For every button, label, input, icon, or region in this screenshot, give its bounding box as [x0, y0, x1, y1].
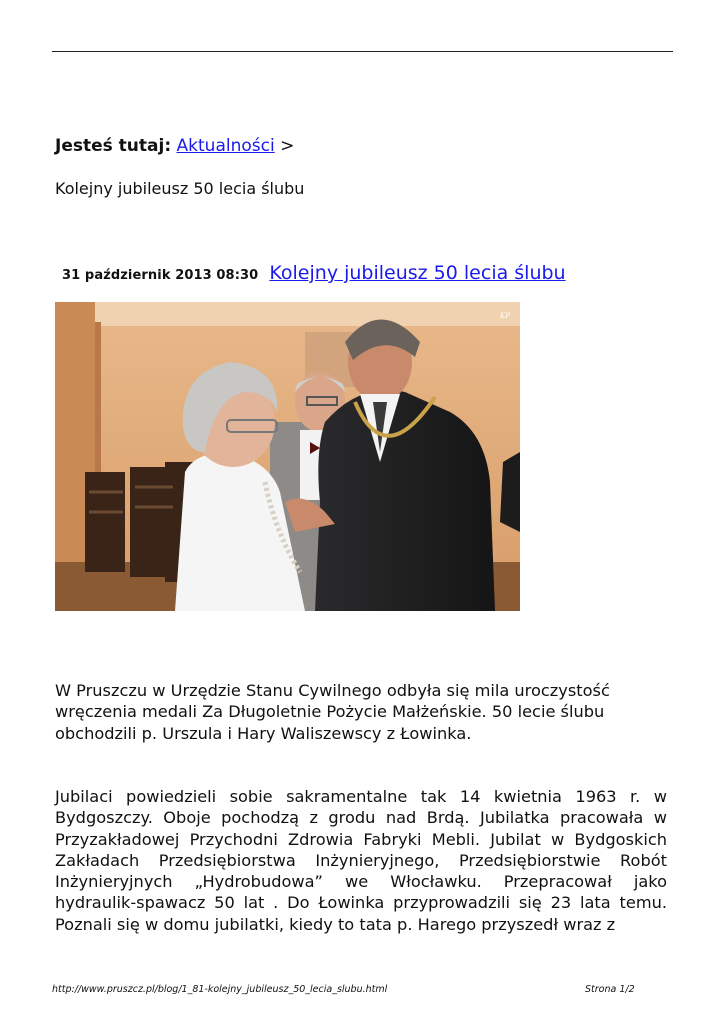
- breadcrumb-separator: >: [280, 136, 295, 156]
- breadcrumb-link-news[interactable]: Aktualności: [176, 136, 275, 156]
- article-photo[interactable]: [55, 302, 520, 611]
- header-rule: [52, 51, 673, 52]
- breadcrumb: [55, 134, 294, 158]
- article-header: [62, 262, 566, 284]
- breadcrumb-label: Jesteś tutaj:: [55, 136, 172, 156]
- footer-page-number: Strona 1/2: [585, 984, 635, 995]
- article-paragraph-2: Jubilaci powiedzieli sobie sakramentalne tak 14 kwietnia 1963 r. w Bydgoszczy. Oboje pochodzą z grodu nad Brdą. Jubilatka pracowała w Przyzakładowej Przychodni Zdrowia Fabryki Mebli. Jubilat w Bydgoskich Zakładach Przedsiębiorstwa Inżynieryjnego, Przedsiębiorstwie Robót Inżynieryjnych „Hydrobudowa” we Włocławku. Przepracował jako hydraulik-spawacz 50 lat . Do Łowinka przyprowadzili się 23 lata temu. Poznali się w domu jubilatki, kiedy to tata p. Harego przyszedł wraz z: [55, 787, 667, 934]
- footer-url: http://www.pruszcz.pl/blog/1_81-kolejny_jubileusz_50_lecia_slubu.html: [52, 984, 388, 995]
- page-title: Kolejny jubileusz 50 lecia ślubu: [55, 179, 305, 198]
- article-date: 31 październik 2013 08:30: [62, 268, 259, 283]
- article-paragraph-1: W Pruszczu w Urzędzie Stanu Cywilnego odbyła się mila uroczystość wręczenia medali Za Długoletnie Pożycie Małżeńskie. 50 lecie ślubu obchodzili p. Urszula i Hary Waliszewscy z Łowinka.: [55, 681, 610, 743]
- photo-illustration: [55, 302, 520, 611]
- article-title-link[interactable]: Kolejny jubileusz 50 lecia ślubu: [269, 262, 566, 284]
- photo-watermark: KP: [500, 312, 510, 320]
